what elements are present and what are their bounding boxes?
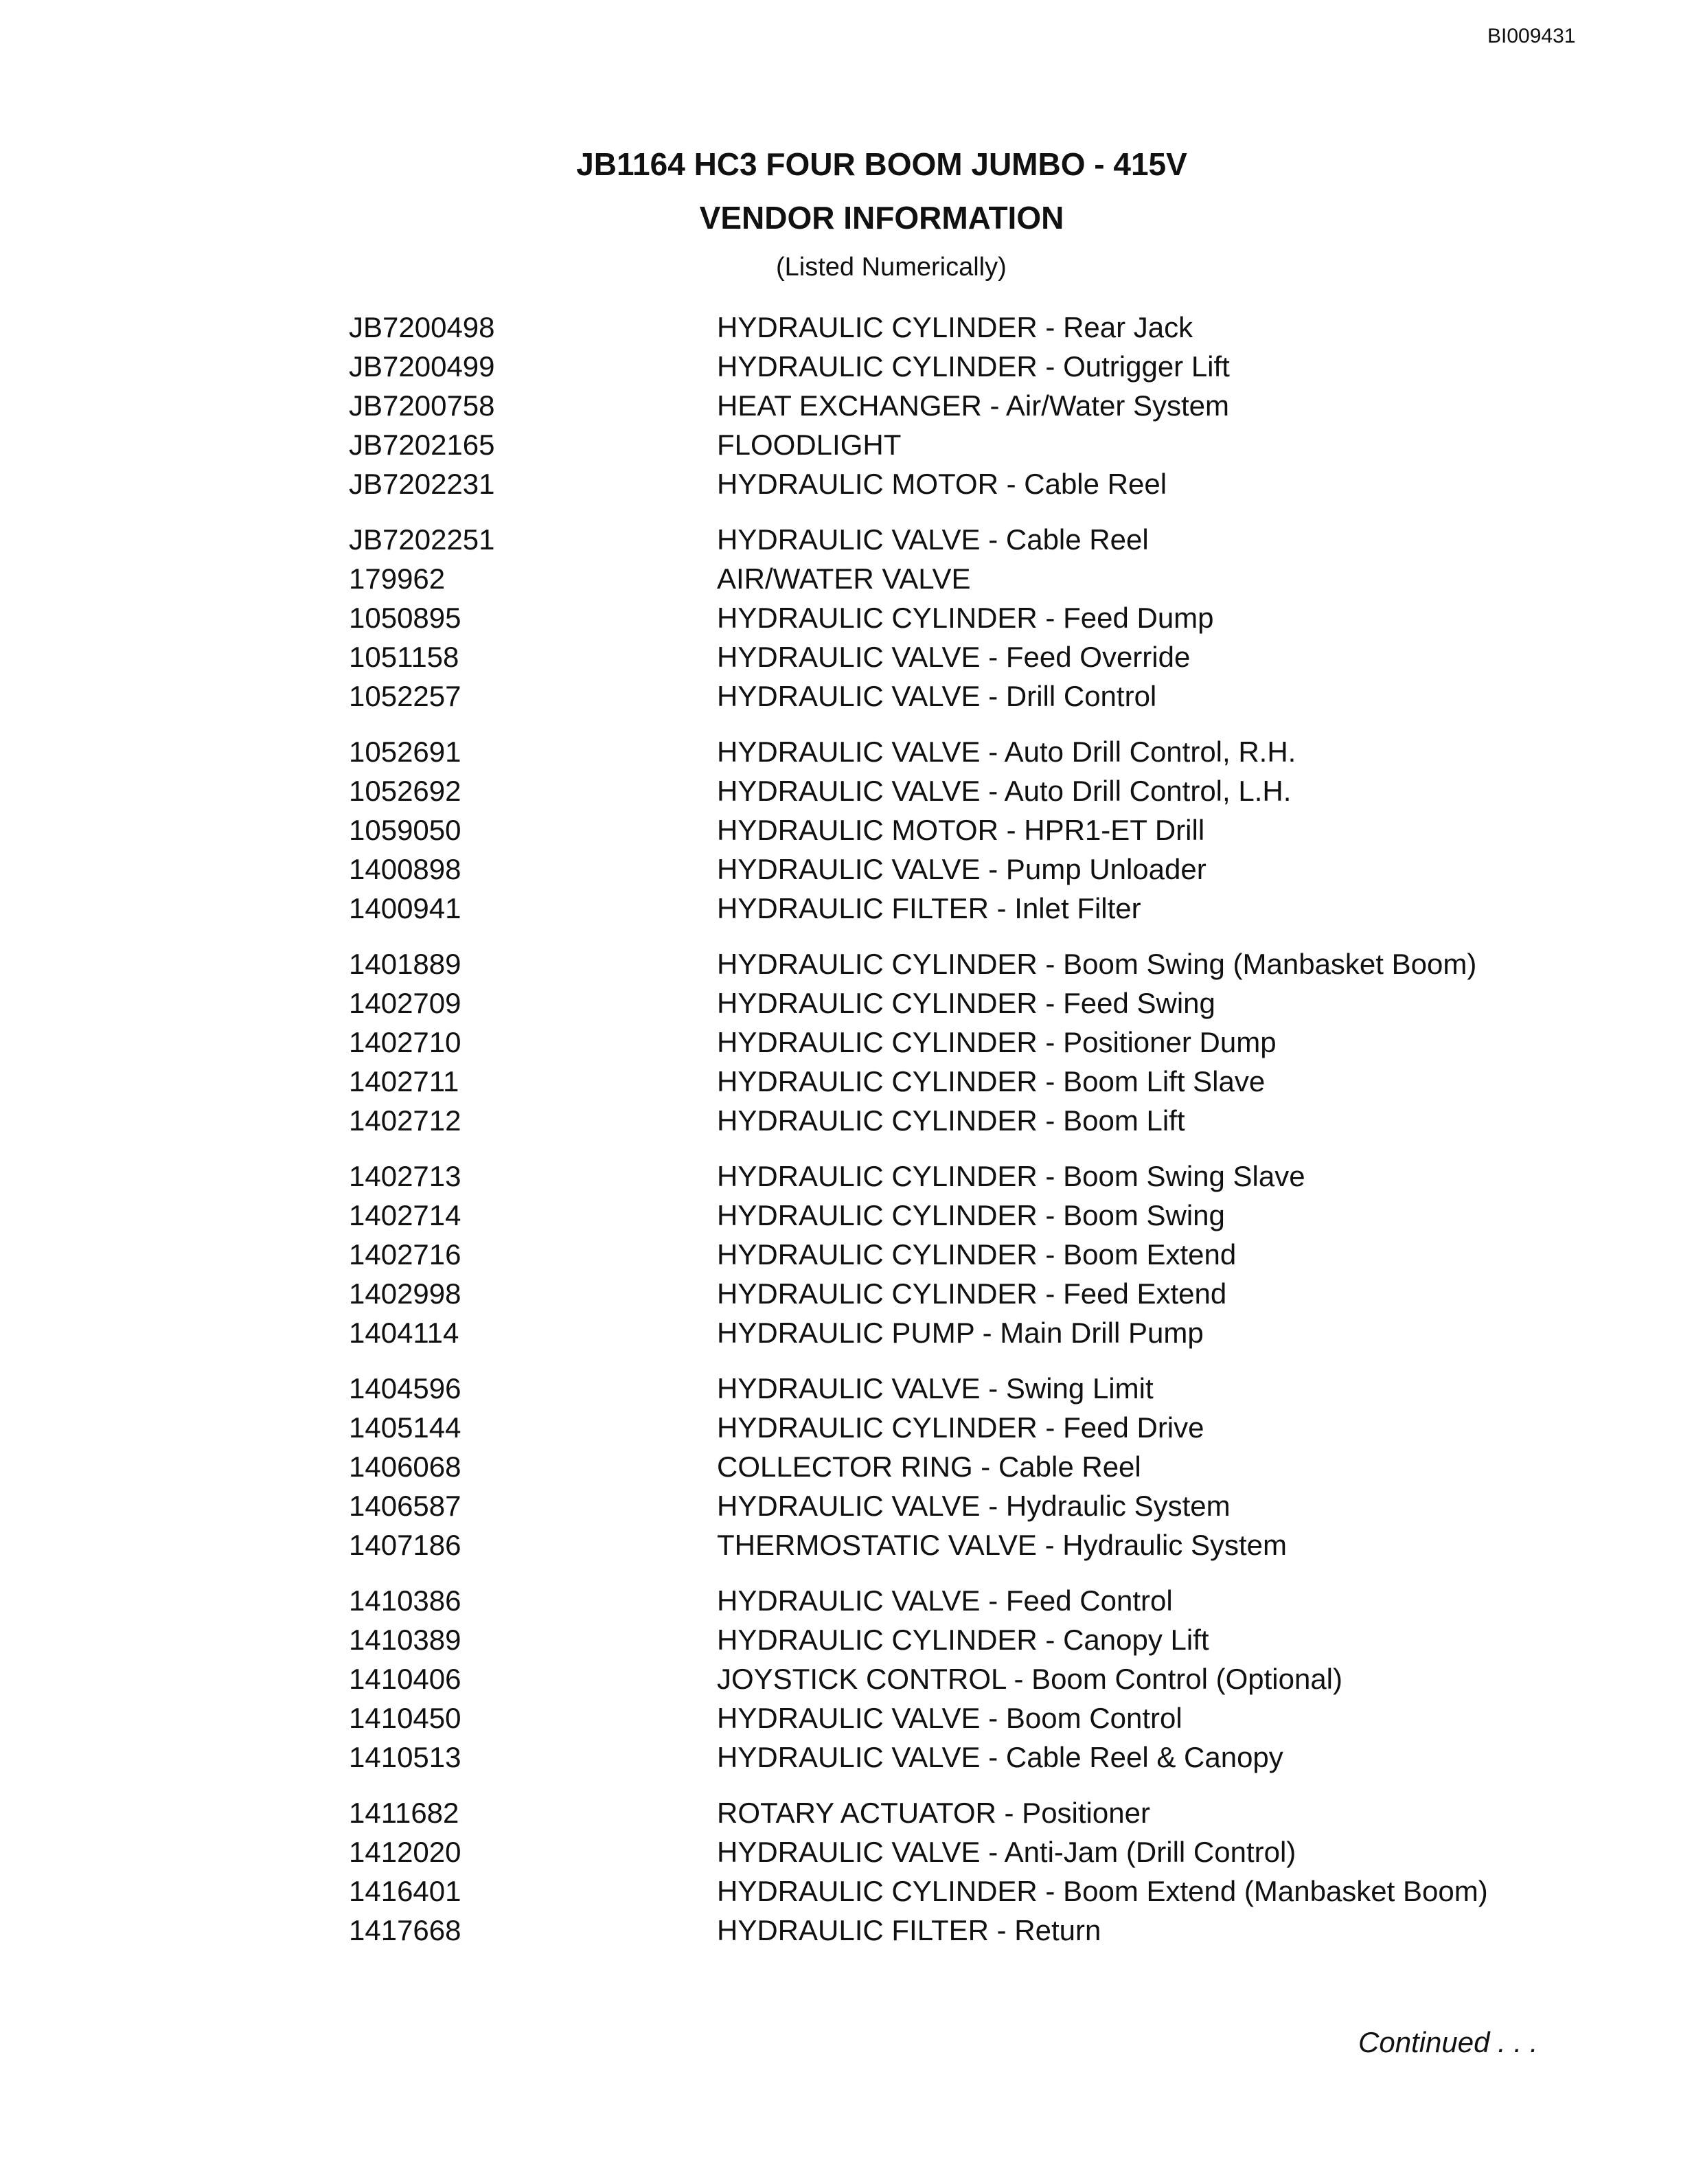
part-description: HYDRAULIC VALVE - Auto Drill Control, R.H.: [717, 736, 1296, 768]
part-description: HYDRAULIC CYLINDER - Boom Swing Slave: [717, 1160, 1305, 1192]
part-number: 1059050: [349, 814, 461, 846]
list-item: [349, 425, 1571, 464]
part-number: 1402713: [349, 1160, 461, 1192]
part-description: HYDRAULIC CYLINDER - Positioner Dump: [717, 1026, 1277, 1058]
list-item: [349, 1738, 1571, 1777]
part-number: JB7202231: [349, 468, 495, 500]
part-description: HYDRAULIC MOTOR - Cable Reel: [717, 468, 1167, 500]
part-description: HYDRAULIC CYLINDER - Feed Swing: [717, 987, 1215, 1019]
part-number: JB7202165: [349, 429, 495, 461]
part-number: 1412020: [349, 1836, 461, 1868]
list-item: [349, 1101, 1571, 1140]
part-number: 1402712: [349, 1104, 461, 1137]
list-item: [349, 1196, 1571, 1235]
parts-group: [349, 308, 1571, 503]
part-description: HYDRAULIC VALVE - Cable Reel & Canopy: [717, 1741, 1283, 1773]
list-item: [349, 1698, 1571, 1738]
part-number: 1404114: [349, 1317, 459, 1349]
list-item: [349, 1525, 1571, 1565]
list-item: [349, 850, 1571, 889]
part-number: 1410389: [349, 1624, 461, 1656]
part-number: 1406587: [349, 1490, 461, 1522]
part-number: 1404596: [349, 1372, 461, 1404]
list-item: [349, 983, 1571, 1023]
continued-note: Continued . . .: [1358, 2026, 1538, 2058]
part-description: JOYSTICK CONTROL - Boom Control (Optional): [717, 1663, 1342, 1695]
part-description: HYDRAULIC VALVE - Feed Override: [717, 641, 1191, 673]
parts-group: [349, 1793, 1571, 1950]
list-item: [349, 347, 1571, 386]
list-item: [349, 308, 1571, 347]
part-description: HYDRAULIC VALVE - Feed Control: [717, 1584, 1173, 1617]
list-item: [349, 1872, 1571, 1911]
list-item: [349, 1832, 1571, 1872]
part-description: HYDRAULIC CYLINDER - Outrigger Lift: [717, 350, 1230, 383]
part-number: 1402709: [349, 987, 461, 1019]
list-item: [349, 1447, 1571, 1486]
list-item: [349, 1062, 1571, 1101]
part-description: HYDRAULIC CYLINDER - Feed Drive: [717, 1411, 1204, 1444]
part-description: HYDRAULIC CYLINDER - Feed Dump: [717, 602, 1214, 634]
part-number: 1402998: [349, 1277, 461, 1310]
part-description: HYDRAULIC CYLINDER - Boom Swing (Manbasket Boom): [717, 948, 1477, 980]
list-item: [349, 1313, 1571, 1352]
list-item: [349, 889, 1571, 928]
part-description: HYDRAULIC VALVE - Anti-Jam (Drill Control): [717, 1836, 1296, 1868]
list-item: [349, 1023, 1571, 1062]
part-description: HYDRAULIC MOTOR - HPR1-ET Drill: [717, 814, 1205, 846]
list-item: [349, 464, 1571, 503]
parts-group: [349, 1581, 1571, 1777]
part-description: COLLECTOR RING - Cable Reel: [717, 1451, 1141, 1483]
part-description: THERMOSTATIC VALVE - Hydraulic System: [717, 1529, 1288, 1561]
part-description: HYDRAULIC CYLINDER - Boom Swing: [717, 1199, 1225, 1231]
part-number: 1417668: [349, 1914, 461, 1946]
list-item: [349, 1235, 1571, 1274]
part-number: 1402710: [349, 1026, 461, 1058]
parts-group: [349, 732, 1571, 928]
part-description: HYDRAULIC PUMP - Main Drill Pump: [717, 1317, 1204, 1349]
list-item: [349, 520, 1571, 559]
part-description: HYDRAULIC CYLINDER - Boom Lift: [717, 1104, 1185, 1137]
part-number: 179962: [349, 562, 446, 595]
parts-list: [349, 308, 1571, 1966]
list-item: [349, 1793, 1571, 1832]
part-number: JB7200498: [349, 311, 495, 343]
part-number: 1406068: [349, 1451, 461, 1483]
part-description: ROTARY ACTUATOR - Positioner: [717, 1797, 1150, 1829]
list-item: [349, 1659, 1571, 1698]
part-description: HYDRAULIC CYLINDER - Boom Extend (Manbasket Boom): [717, 1875, 1488, 1907]
part-description: FLOODLIGHT: [717, 429, 902, 461]
list-item: [349, 386, 1571, 425]
list-item: [349, 676, 1571, 716]
part-number: 1411682: [349, 1797, 459, 1829]
part-number: 1410513: [349, 1741, 461, 1773]
part-description: HYDRAULIC CYLINDER - Rear Jack: [717, 311, 1193, 343]
part-number: 1051158: [349, 641, 459, 673]
part-description: HYDRAULIC FILTER - Return: [717, 1914, 1101, 1946]
list-item: [349, 637, 1571, 676]
list-item: [349, 1274, 1571, 1313]
part-description: AIR/WATER VALVE: [717, 562, 971, 595]
parts-group: [349, 520, 1571, 716]
part-number: 1400941: [349, 892, 461, 924]
list-item: [349, 598, 1571, 637]
part-number: 1407186: [349, 1529, 461, 1561]
part-number: 1410386: [349, 1584, 461, 1617]
list-item: [349, 1486, 1571, 1525]
list-item: [349, 732, 1571, 771]
part-number: JB7202251: [349, 523, 495, 556]
list-item: [349, 1408, 1571, 1447]
part-number: JB7200758: [349, 389, 495, 422]
list-item: [349, 1369, 1571, 1408]
part-number: 1416401: [349, 1875, 461, 1907]
part-description: HYDRAULIC VALVE - Boom Control: [717, 1702, 1182, 1734]
part-description: HYDRAULIC CYLINDER - Feed Extend: [717, 1277, 1227, 1310]
part-description: HYDRAULIC CYLINDER - Canopy Lift: [717, 1624, 1209, 1656]
list-item: [349, 1620, 1571, 1659]
part-number: 1410406: [349, 1663, 461, 1695]
part-number: 1050895: [349, 602, 461, 634]
part-number: 1052692: [349, 775, 461, 807]
listing-note: (Listed Numerically): [776, 253, 1007, 282]
part-number: 1410450: [349, 1702, 461, 1734]
part-number: 1400898: [349, 853, 461, 885]
list-item: [349, 810, 1571, 850]
part-description: HYDRAULIC CYLINDER - Boom Lift Slave: [717, 1065, 1266, 1097]
page-title: JB1164 HC3 FOUR BOOM JUMBO - 415V: [576, 146, 1187, 182]
part-number: 1402714: [349, 1199, 461, 1231]
part-number: 1401889: [349, 948, 461, 980]
page-subtitle: VENDOR INFORMATION: [699, 200, 1064, 236]
list-item: [349, 771, 1571, 810]
part-description: HYDRAULIC VALVE - Auto Drill Control, L.H.: [717, 775, 1292, 807]
list-item: [349, 1911, 1571, 1950]
document-id: BI009431: [1487, 25, 1576, 47]
part-number: 1052691: [349, 736, 461, 768]
parts-group: [349, 1157, 1571, 1352]
parts-group: [349, 1369, 1571, 1565]
list-item: [349, 1157, 1571, 1196]
list-item: [349, 944, 1571, 983]
part-description: HYDRAULIC VALVE - Pump Unloader: [717, 853, 1207, 885]
part-number: 1405144: [349, 1411, 461, 1444]
part-number: JB7200499: [349, 350, 495, 383]
part-description: HYDRAULIC FILTER - Inlet Filter: [717, 892, 1141, 924]
part-description: HYDRAULIC VALVE - Swing Limit: [717, 1372, 1154, 1404]
part-number: 1402711: [349, 1065, 459, 1097]
list-item: [349, 1581, 1571, 1620]
parts-group: [349, 944, 1571, 1140]
list-item: [349, 559, 1571, 598]
part-description: HEAT EXCHANGER - Air/Water System: [717, 389, 1230, 422]
part-number: 1052257: [349, 680, 461, 712]
part-description: HYDRAULIC VALVE - Hydraulic System: [717, 1490, 1231, 1522]
part-description: HYDRAULIC VALVE - Cable Reel: [717, 523, 1149, 556]
part-description: HYDRAULIC CYLINDER - Boom Extend: [717, 1238, 1237, 1271]
part-description: HYDRAULIC VALVE - Drill Control: [717, 680, 1157, 712]
part-number: 1402716: [349, 1238, 461, 1271]
